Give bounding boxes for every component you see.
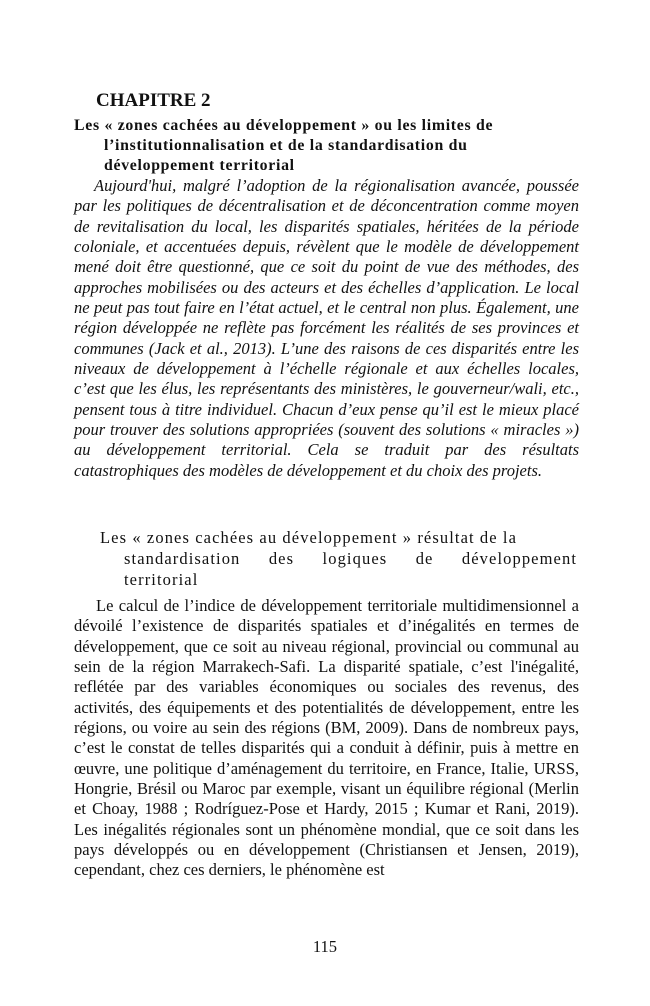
chapter-label: CHAPITRE 2 xyxy=(96,90,211,111)
section-heading-line: standardisation des logiques de développement xyxy=(124,549,577,568)
chapter-title xyxy=(74,116,574,176)
section-heading-line: territorial xyxy=(124,570,199,589)
chapter-abstract: Aujourd'hui, malgré l’adoption de la régionalisation avancée, poussée par les politiques de décentralisation et de déconcentration comme moyen de revitalisation du local, les disparités spatiales, héritées de la période coloniale, et accentuées depuis, révèlent que le modèle de développement mené doit être questionné, que ce soit du point de vue des méthodes, des approches mobilisées ou des acteurs et des échelles d’application. Le local ne peut pas tout faire en l’état actuel, et le central non plus. Également, une région développée ne reflète pas forcément les réalités de ses provinces et communes (Jack et al., 2013). L’une des raisons de ces disparités entre les niveaux de développement à l’échelle régionale et aux échelles locales, c’est que les élus, les représentants des ministères, le gouverneur/wali, etc., pensent tous à titre individuel. Chacun d’eux pense qu’il est le mieux placé pour trouver des solutions appropriées (souvent des solutions « miracles ») au développement territorial. Cela se traduit par des résultats catastrophiques des modèles de développement et du choix des projets. xyxy=(74,176,579,480)
chapter-title-line: développement territorial xyxy=(104,157,295,174)
body-paragraph: Le calcul de l’indice de développement territoriale multidimensionnel a dévoilé l’existence de disparités spatiales et d’inégalités en termes de développement, que ce soit au niveau régional, provincial ou communal au sein de la région Marrakech-Safi. La disparité spatiale, c’est l'inégalité, reflétée par des variables économiques ou sociales des revenus, des activités, des équipements et des potentialités de développement, entre les régions, ou voire au sein des régions (BM, 2009). Dans de nombreux pays, c’est le constat de telles disparités qui a conduit à définir, puis à mettre en œuvre, une politique d’aménagement du territoire, en France, Italie, URSS, Hongrie, Brésil ou Maroc par exemple, visant un équilibre régional (Merlin et Choay, 1988 ; Rodríguez-Pose et Hardy, 2015 ; Kumar et Rani, 2019). Les inégalités régionales sont un phénomène mondial, que ce soit dans les pays développés ou en développement (Christiansen et Jensen, 2019), cependant, chez ces derniers, le phénomène est xyxy=(74,596,579,880)
page-number: 115 xyxy=(312,937,338,956)
section-heading-line: Les « zones cachées au développement » résultat de la xyxy=(100,528,518,547)
section-heading xyxy=(100,527,577,590)
chapter-title-line: l’institutionnalisation et de la standardisation du xyxy=(104,137,468,154)
chapter-title-line: Les « zones cachées au développement » ou les limites de xyxy=(74,117,494,134)
